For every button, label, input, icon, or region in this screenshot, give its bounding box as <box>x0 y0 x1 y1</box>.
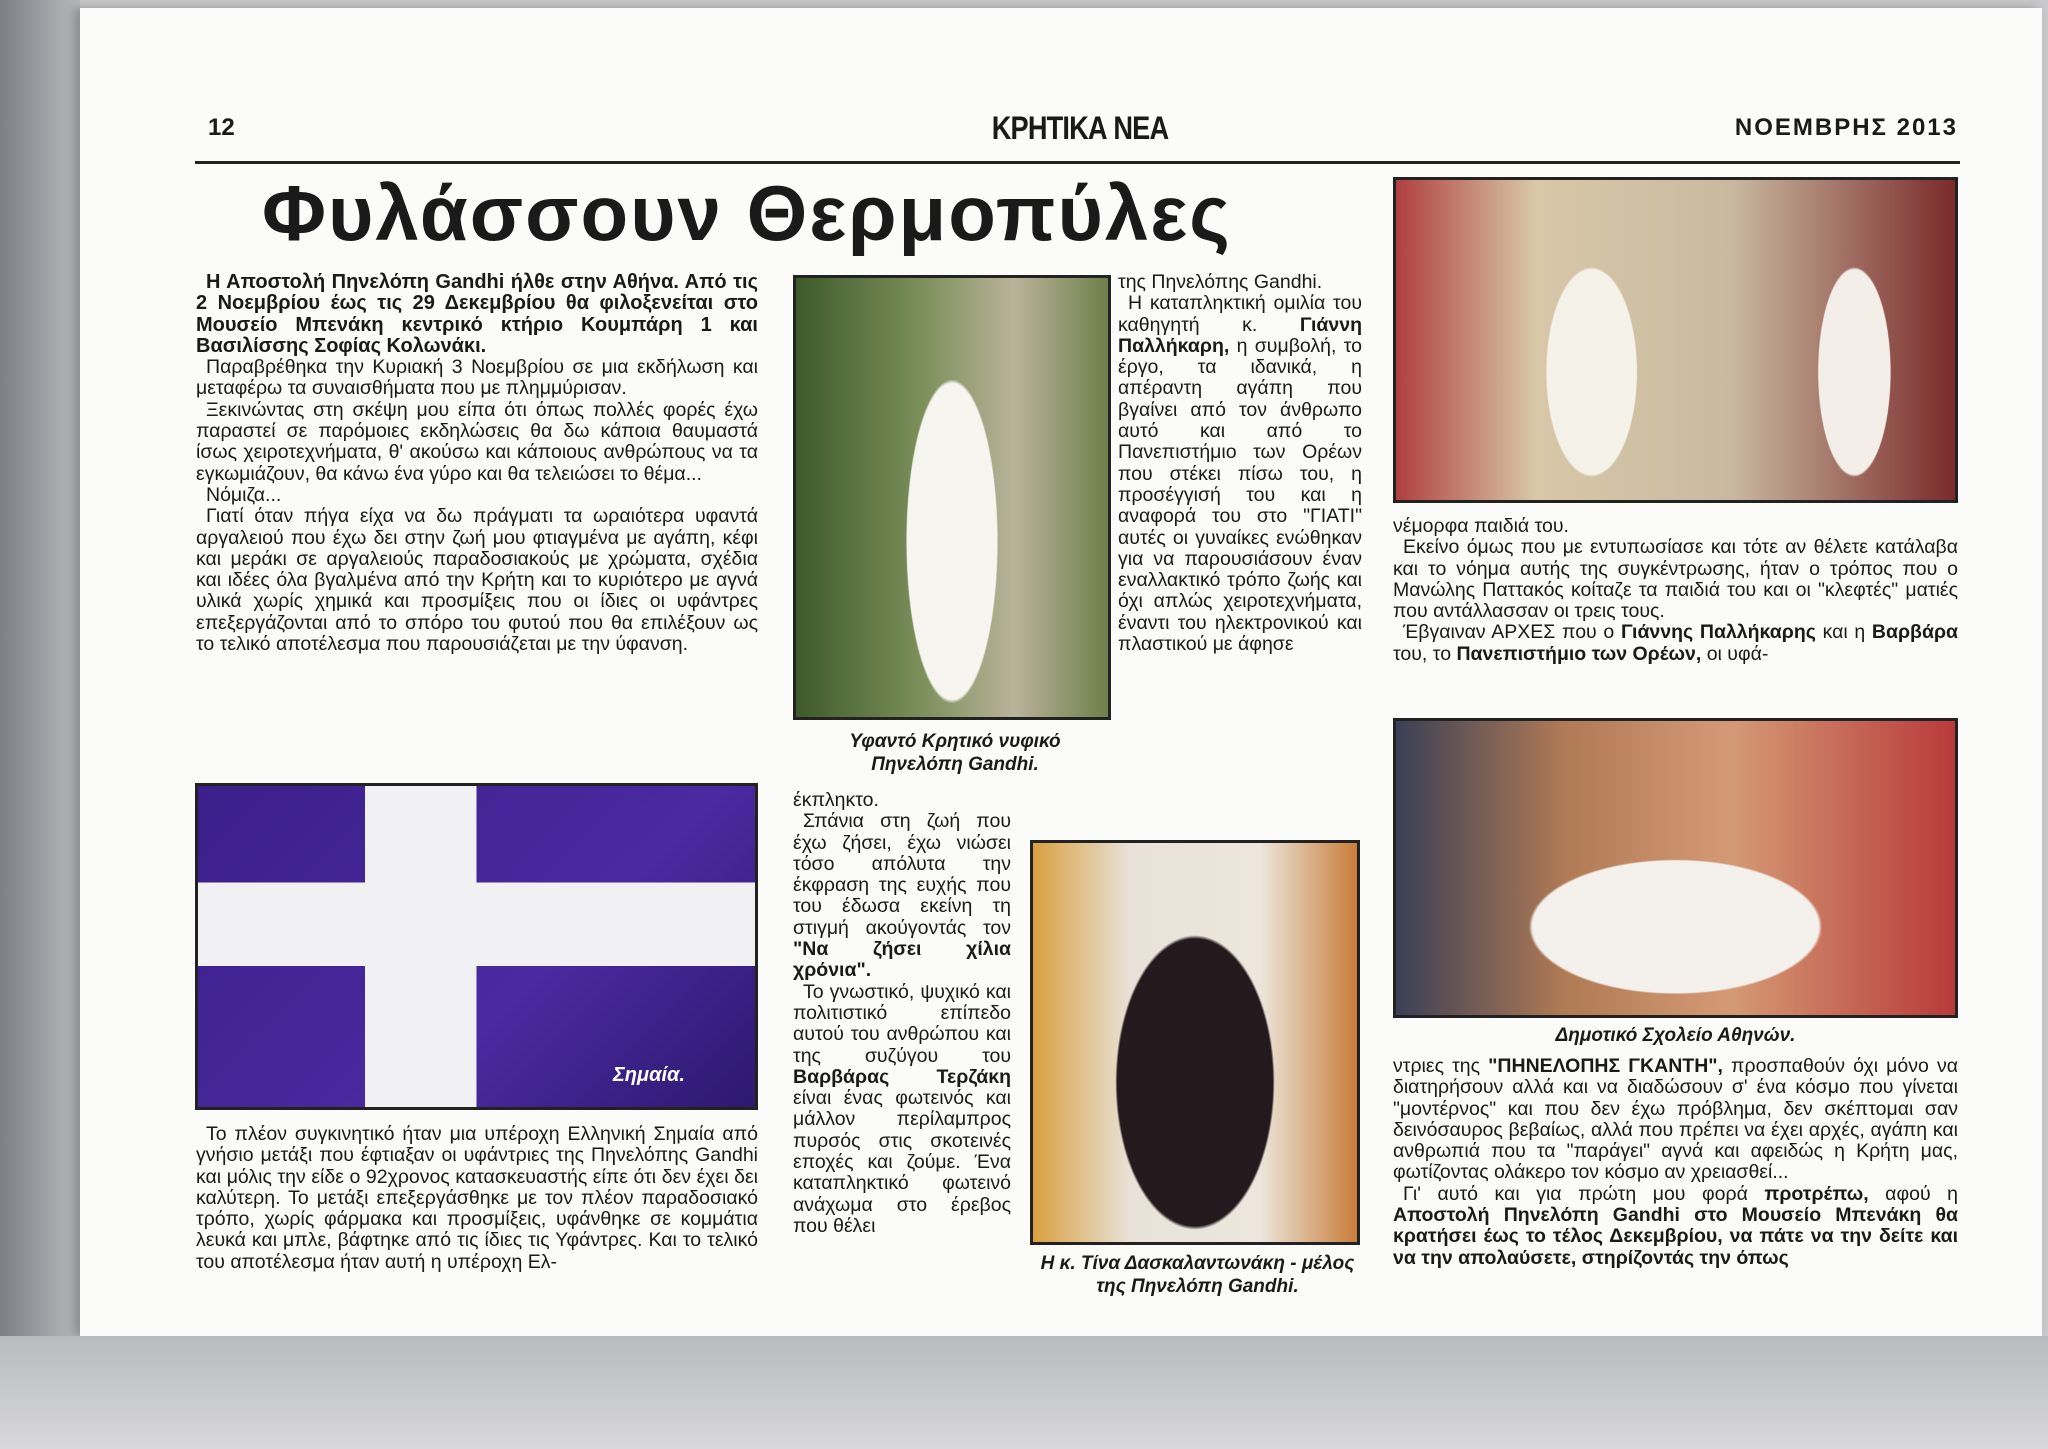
text: προσπαθούν όχι μόνο να διατηρήσουν αλλά και να διαδώσουν σ' ένα κόσμο που γίνεται "μοντέρνος" και που δεν έχω πρόβλημα, δεν σκέπτομαι σαν δεινόσαυρος βεβαίως, αλλά που πρέπει να έχει αρχές, αγάπη και ανθρωπιά που τα "παράγει" αγνά και αφειδώς η Κρήτη μας, φωτίζοντας ολάκερο τον κόσμο αν χρειασθεί... <box>1393 1056 1958 1184</box>
column-1-bottom <box>196 1124 758 1273</box>
scan-bottom-edge <box>0 1336 2048 1449</box>
paragraph <box>1393 1056 1958 1184</box>
group-photo <box>1393 177 1958 503</box>
flag-caption: Σημαία. <box>612 1064 685 1086</box>
column-1-top <box>196 272 758 655</box>
text: Έβγαιναν ΑΡΧΕΣ που ο <box>1403 621 1621 644</box>
text: Σπάνια στη ζωή που έχω ζήσει, έχω νιώσει τόσο απόλυτα την έκφραση της ευχής που του έδωσα εκείνη τη στιγμή ακούγοντάς τον <box>793 810 1011 939</box>
paragraph: Νόμιζα... <box>206 483 282 506</box>
paragraph <box>793 811 1011 981</box>
school-children-photo <box>1393 718 1958 1018</box>
text: Η καταπληκτική ομιλία του καθηγητή κ. <box>1118 292 1362 336</box>
paragraph: της Πηνελόπης Gandhi. <box>1118 271 1323 293</box>
header-rule <box>195 161 1960 164</box>
emphasis: προτρέπω, <box>1764 1182 1869 1205</box>
text: οι υφά- <box>1701 642 1769 665</box>
tina-photo <box>1030 840 1360 1245</box>
emphasis: Γιάννης Παλλήκαρης <box>1620 621 1816 644</box>
school-caption: Δημοτικό Σχολείο Αθηνών. <box>1555 1025 1796 1046</box>
scan-left-edge <box>0 0 80 1449</box>
paragraph: έκπληκτο. <box>793 789 879 811</box>
paragraph: Ξεκινώντας στη σκέψη μου είπα ότι όπως πολλές φορές έχω παραστεί σε παρόμοιες εκδηλώσεις θα δω κάποια θαυμαστά ίσως χειροτεχνήματα, θ' ακούσω και κάποιους ανθρώπους να τα εγκωμιάζουν, θα κάνω ένα γύρο και θα τελειώσει το θέμα... <box>196 398 758 485</box>
paragraph: Γιατί όταν πήγα είχα να δω πράγματι τα ωραιότερα υφαντά αργαλειού που έχω δει στην ζωή μου φτιαγμένα με αγάπη, κέφι και μεράκι σε αργαλειούς παραδοσιακούς με χρώματα, σχέδια και ιδέες όλα βγαλμένα από την Κρήτη και το κυριότερο με αγνά υλικά χωρίς χημικά και προσμίξεις που οι ίδιες οι υφάντρες επεξεργάζονται από το σπόρο του φυτού που θα επιλέξουν ως το τελικό αποτέλεσμα που παρουσιάζεται με την ύφανση. <box>196 505 758 656</box>
paragraph <box>1393 622 1958 665</box>
paragraph: Παραβρέθηκα την Κυριακή 3 Νοεμβρίου σε μια εκδήλωση και μεταφέρω τα συναισθήματα που με πλημμύρισαν. <box>196 356 758 400</box>
emphasis: Αποστολή Πηνελόπη Gandhi στο Μουσείο Μπενάκη θα κρατήσει έως το τέλος Δεκεμβρίου, να πάτε να την δείτε και να την απολαύσετε, στηρίζοντάς την όπως <box>1393 1204 1958 1269</box>
wedding-dress-photo <box>793 275 1111 720</box>
text: είναι ένας φωτεινός και μάλλον περίλαμπρος πυρσός στις σκοτεινές εποχές και ζούμε. Ένα καταπληκτικό φωτεινό ανάχωμα στο έρεβος που θέλει <box>793 1087 1011 1237</box>
article-lead: Η Αποστολή Πηνελόπη Gandhi ήλθε στην Αθήνα. Από τις 2 Νοεμβρίου έως τις 29 Δεκεμβρίου θα φιλοξενείται στο Μουσείο Μπενάκη κεντρικό κτήριο Κουμπάρη 1 και Βασιλίσσης Σοφίας Κολωνάκι. <box>196 271 758 357</box>
column-3-top <box>1118 272 1362 655</box>
text: η συμβολή, το έργο, τα ιδανικά, η απέραντη αγάπη που βγαίνει από τον άνθρωπο αυτό και από το Πανεπιστήμιο των Ορέων που στέκει πίσω του, η προσέγγισή του και η αναφορά του στο "ΓΙΑΤΙ" αυτές οι γυναίκες ενώθηκαν για να παρουσιάσουν έναν εναλλακτικό τρόπο ζωής και όχι απλώς χειροτεχνήματα, έναντι του ηλεκτρονικού και πλαστικού με άφησε <box>1118 334 1362 656</box>
tina-caption: Η κ. Τίνα Δασκαλαντωνάκη - μέλος της Πηνελόπη Gandhi. <box>1040 1253 1355 1297</box>
paragraph: νέμορφα παιδιά του. <box>1393 515 1569 537</box>
emphasis: Βαρβάρα <box>1871 621 1958 644</box>
emphasis: Γιάννη Παλλήκαρη, <box>1118 313 1362 357</box>
text: ντριες της <box>1393 1056 1489 1077</box>
publication-name: ΚΡΗΤΙΚΑ ΝΕΑ <box>991 110 1169 146</box>
flag-photo <box>195 783 758 1110</box>
text: Γι' αυτό και για πρώτη μου φορά <box>1403 1182 1765 1205</box>
paragraph: Το πλέον συγκινητικό ήταν μια υπέροχη Ελληνική Σημαία από γνήσιο μετάξι που έφτιαξαν οι υφάντριες της Πηνελόπης Gandhi και μόλις την είδε ο 92χρονος κατασκευαστής είπε ότι δεν έχει δει καλύτερη. Το μετάξι επεξεργάσθηκε με τον πλέον παραδοσιακό τρόπο, χωρίς φάρμακα και προσμίξεις, υφάνθηκε σε κομμάτια λευκά και μπλε, βάφτηκε από τις ίδιες τις Υφάντρες. Και το τελικό του αποτέλεσμα ήταν αυτή η υπέροχη Ελ- <box>196 1123 758 1273</box>
paragraph <box>793 982 1011 1238</box>
column-4-top <box>1393 516 1958 665</box>
column-2-bottom <box>793 790 1011 1237</box>
text: Το γνωστικό, ψυχικό και πολιτιστικό επίπεδο αυτού του ανθρώπου και της συζύγου του <box>793 980 1011 1067</box>
text: και η <box>1815 621 1872 644</box>
paragraph: Εκείνο όμως που με εντυπωσίασε και τότε αν θέλετε κατάλαβα και το νόημα αυτής της συγκέντρωσης, ήταν ο τρόπος που ο Μανώλης Παττακός κοίταζε τα παιδιά του και οι "κλεφτές" ματιές που αντάλλασσαν οι τρεις τους. <box>1393 536 1958 623</box>
column-4-bottom <box>1393 1056 1958 1334</box>
article-title: Φυλάσσουν Θερμοπύλες <box>262 169 1232 257</box>
dress-caption: Υφαντό Κρητικό νυφικό Πηνελόπη Gandhi. <box>849 731 1061 775</box>
emphasis: "Να ζήσει χίλια χρόνια". <box>793 938 1011 982</box>
emphasis: Βαρβάρας Τερζάκη <box>793 1065 1011 1088</box>
text: του, το <box>1393 642 1457 665</box>
emphasis: Πανεπιστήμιο των Ορέων, <box>1456 642 1702 665</box>
page-number: 12 <box>208 114 235 141</box>
paragraph <box>1118 293 1362 655</box>
text: αφού η <box>1868 1182 1958 1205</box>
paragraph <box>1393 1184 1958 1269</box>
issue-date: ΝΟΕΜΒΡΗΣ 2013 <box>1734 114 1958 141</box>
emphasis: "ΠΗΝΕΛΟΠΗΣ ΓΚΑΝΤΗ", <box>1488 1056 1723 1077</box>
